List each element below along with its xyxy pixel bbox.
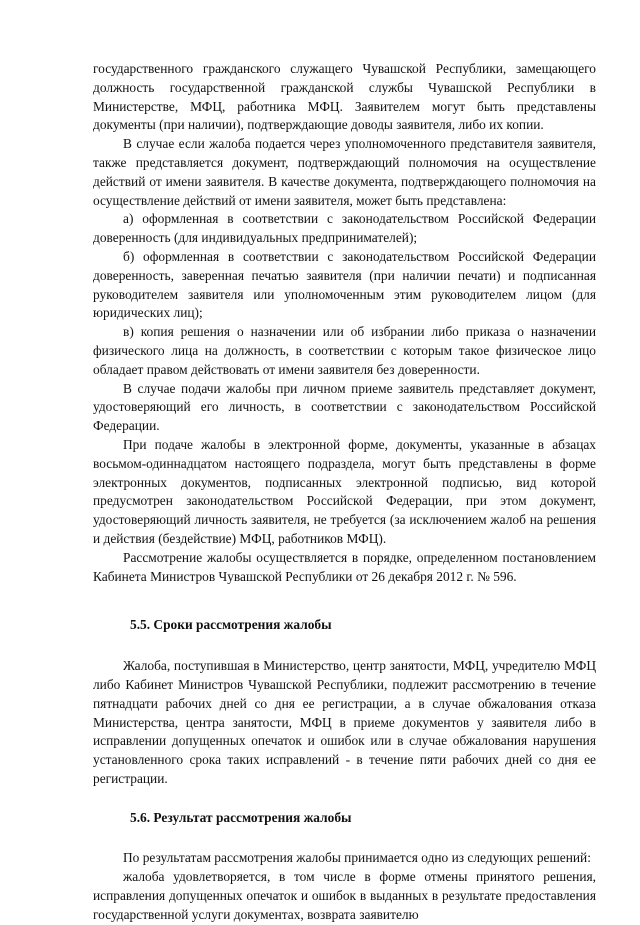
document-page: [93, 60, 596, 925]
list-item-c: в) копия решения о назначении или об избрании либо приказа о назначении физического лица на должность, в соответствии с которым такое физическое лицо обладает правом действовать от имени заявителя без доверенности.: [93, 324, 596, 377]
paragraph-review-result: По результатам рассмотрения жалобы принимается одно из следующих решений:: [123, 850, 591, 866]
paragraph-personal-reception: В случае подачи жалобы при личном приеме заявитель представляет документ, удостоверяющий его личность, в соответствии с законодательством Российской Федерации.: [93, 380, 596, 434]
paragraph-representative: В случае если жалоба подается через уполномоченного представителя заявителя, также представляется документ, подтверждающий полномочия на осуществление действий от имени заявителя. В качестве документа, подтверждающего полномочия на осуществление действий от имени заявителя, может быть представлена:: [93, 136, 596, 208]
paragraph-review-procedure: Рассмотрение жалобы осуществляется в порядке, определенном постановлением Кабинета Министров Чувашской Республики от 26 декабря 2012 г. № 596.: [93, 549, 596, 584]
section-heading-5-6: 5.6. Результат рассмотрения жалобы: [130, 809, 352, 825]
list-item-b: б) оформленная в соответствии с законодательством Российской Федерации доверенность, заверенная печатью заявителя (при наличии печати) и подписанная руководителем заявителя или уполномоченным этим руководителем лицом (для юридических лиц);: [93, 248, 596, 321]
paragraph-complaint-satisfied: жалоба удовлетворяется, в том числе в форме отмены принятого решения, исправления допущенных опечаток и ошибок в выданных в результате предоставления государственной услуги документах, возврата заявителю: [93, 869, 596, 922]
list-item-a: а) оформленная в соответствии с законодательством Российской Федерации доверенность (для индивидуальных предпринимателей);: [93, 211, 596, 246]
paragraph-review-terms: Жалоба, поступившая в Министерство, центр занятости, МФЦ, учредителю МФЦ либо Кабинет Министров Чувашской Республики, подлежит рассмотрению в течение пятнадцати рабочих дней со дня ее регистрации, а в случае обжалования отказа Министерства, центра занятости, МФЦ в приеме документов у заявителя либо в исправлении допущенных опечаток и ошибок или в случае обжалования нарушения установленного срока таких исправлений - в течение пяти рабочих дней со дня ее регистрации.: [93, 658, 596, 786]
section-heading-5-5: 5.5. Сроки рассмотрения жалобы: [130, 617, 332, 633]
paragraph-electronic-form: При подаче жалобы в электронной форме, документы, указанные в абзацах восьмом-одиннадцатом настоящего подраздела, могут быть представлены в форме электронных документов, подписанных электронной подписью, вид которой предусмотрен законодательством Российской Федерации, при этом документ, удостоверяющий личность заявителя, не требуется (за исключением жалоб на решения и действия (бездействие) МФЦ, работников МФЦ).: [93, 436, 596, 546]
paragraph-continuation: государственного гражданского служащего Чувашской Республики, замещающего должность государственной гражданской службы Чувашской Республики в Министерстве, МФЦ, работника МФЦ. Заявителем могут быть представлены документы (при наличии), подтверждающие доводы заявителя, либо их копии.: [93, 61, 596, 133]
